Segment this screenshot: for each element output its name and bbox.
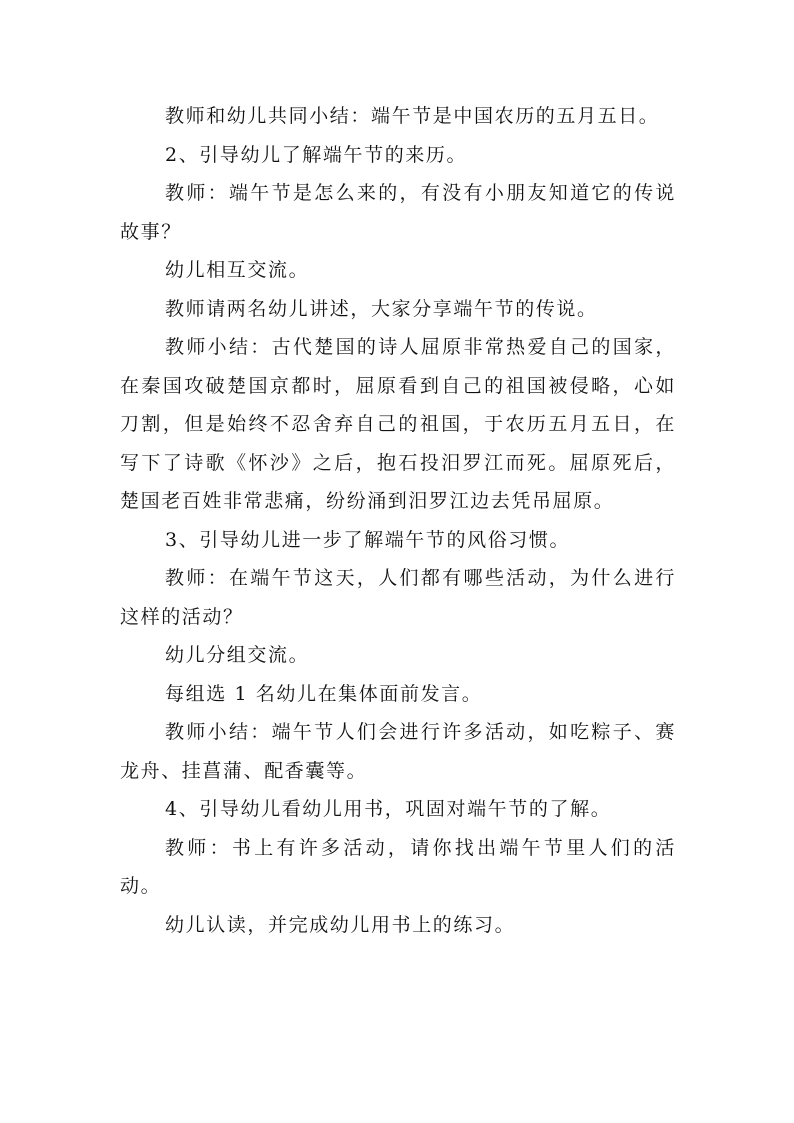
paragraph-group-presentation: 每组选 1 名幼儿在集体面前发言。 xyxy=(165,682,483,705)
paragraph-teacher-child-summary: 教师和幼儿共同小结：端午节是中国农历的五月五日。 xyxy=(165,105,660,127)
paragraph-group-discussion: 幼儿分组交流。 xyxy=(165,644,310,666)
paragraph-children-discuss: 幼儿相互交流。 xyxy=(165,259,310,281)
paragraph-teacher-question-activities: 教师：在端午节这天，人们都有哪些活动，为什么进行这样的活动？ xyxy=(120,567,676,628)
paragraph-teacher-book-instruction: 教师：书上有许多活动，请你找出端午节里人们的活动。 xyxy=(120,836,676,897)
paragraph-two-children-tell-legend: 教师请两名幼儿讲述，大家分享端午节的传说。 xyxy=(165,297,598,320)
document-body xyxy=(120,97,676,944)
paragraph-step-4-heading: 4、引导幼儿看幼儿用书，巩固对端午节的了解。 xyxy=(165,798,612,820)
paragraph-teacher-question-origin: 教师：端午节是怎么来的，有没有小朋友知道它的传说故事？ xyxy=(120,182,676,243)
paragraph-step-2-heading: 2、引导幼儿了解端午节的来历。 xyxy=(165,143,468,166)
paragraph-customs-summary: 教师小结：端午节人们会进行许多活动，如吃粽子、赛龙舟、挂菖蒲、配香囊等。 xyxy=(120,721,676,782)
paragraph-qu-yuan-legend-summary: 教师小结：古代楚国的诗人屈原非常热爱自己的国家，在秦国攻破楚国京都时，屈原看到自己的祖国被侵略，心如刀割，但是始终不忍舍弃自己的祖国，于农历五月五日，在写下了诗歌《怀沙》之后，抱石投汨罗江而死。屈原死后，楚国老百姓非常悲痛，纷纷涌到汨罗江边去凭吊屈原。 xyxy=(120,336,676,512)
paragraph-step-3-heading: 3、引导幼儿进一步了解端午节的风俗习惯。 xyxy=(165,528,571,551)
paragraph-children-exercise: 幼儿认读，并完成幼儿用书上的练习。 xyxy=(165,913,516,936)
